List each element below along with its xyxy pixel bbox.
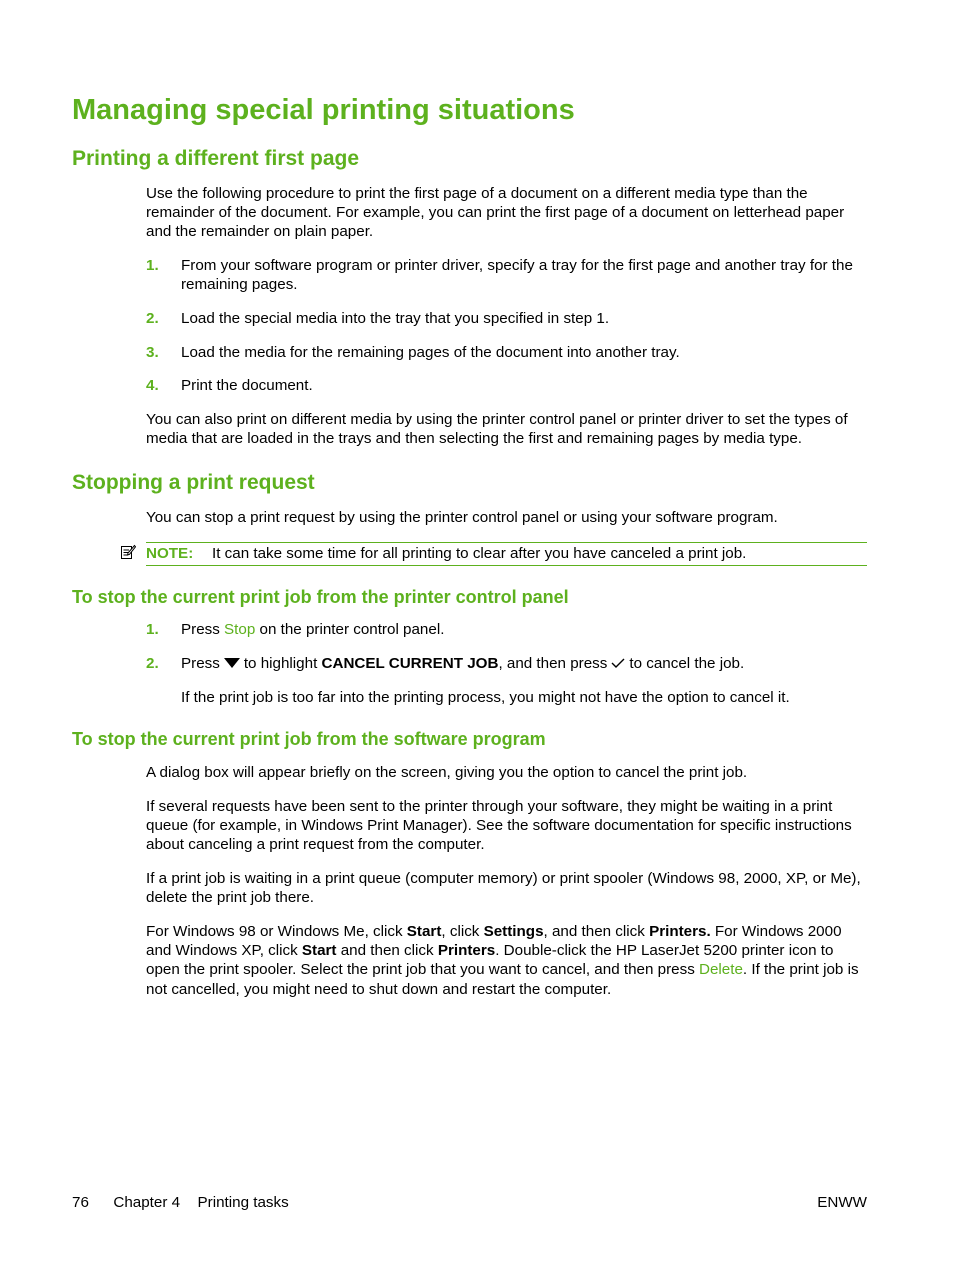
step-text-part: Press (181, 621, 225, 638)
list-item (146, 376, 868, 395)
note-label: NOTE: (146, 545, 194, 562)
printers-label: Printers (437, 942, 496, 960)
cancel-current-job-label: CANCEL CURRENT JOB (321, 655, 499, 672)
step-number: 2. (146, 310, 159, 327)
section4-p4 (146, 922, 868, 999)
section1-intro: Use the following procedure to print the first page of a document on a different media type than the remainder of the document. For example, you can print the first page of a document on letterhead paper and the remainder on plain paper. (146, 185, 845, 241)
step-text: Load the special media into the tray that you specified in step 1. (181, 310, 610, 327)
start-label: Start (406, 923, 442, 940)
page-number: 76 (72, 1194, 89, 1211)
step-number: 4. (146, 377, 159, 394)
step-number: 3. (146, 344, 159, 361)
printers-label: Printers. (649, 923, 711, 940)
note-text: It can take some time for all printing to clear after you have canceled a print job. (212, 545, 747, 562)
section-heading-stopping: Stopping a print request (72, 471, 315, 494)
settings-label: Settings (483, 923, 544, 940)
start-label: Start (301, 942, 337, 960)
step-text: Print the document. (181, 377, 313, 394)
note-pencil-icon (120, 544, 136, 560)
footer-right: ENWW (817, 1194, 867, 1211)
footer-left (72, 1193, 289, 1212)
text-run: . If the print job is not cancelled, you might need to shut down and restart the computer. (146, 961, 859, 998)
subsection-heading-control-panel: To stop the current print job from the printer control panel (72, 587, 569, 607)
section4-p2: If several requests have been sent to the printer through your software, they might be waiting in a print queue (for example, in Windows Print Manager). See the software documentation for specific instructions about canceling a print request from the computer. (146, 798, 852, 854)
step-text (181, 620, 868, 639)
step-text (181, 654, 868, 673)
step-text: From your software program or printer driver, specify a tray for the first page and another tray for the remaining pages. (181, 257, 853, 294)
list-item (146, 620, 868, 639)
step-number: 2. (146, 655, 159, 672)
step-text: Load the media for the remaining pages of the document into another tray. (181, 344, 680, 361)
section1-outro: You can also print on different media by using the printer control panel or printer driver to set the types of media that are loaded in the trays and then selecting the first and remaining pages by media type. (146, 411, 848, 448)
step-text-part: on the printer control panel. (255, 621, 445, 638)
list-item (146, 309, 868, 328)
step-text-part: to highlight (243, 655, 322, 672)
list-item (146, 654, 868, 673)
list-item (146, 343, 868, 362)
step2-note: If the print job is too far into the printing process, you might not have the option to cancel it. (181, 689, 790, 706)
text-run: . Double-click the HP LaserJet 5200 printer icon to open the print spooler. Select the print job that you want to cancel, and then press (146, 942, 834, 979)
section2-intro: You can stop a print request by using the printer control panel or using your software program. (146, 509, 778, 526)
delete-button-reference: Delete (699, 961, 743, 979)
stop-button-reference: Stop (224, 621, 256, 638)
text-run: For Windows 2000 and Windows XP, click (146, 923, 842, 960)
step-number: 1. (146, 257, 159, 274)
text-run: and then click (336, 942, 438, 960)
down-arrow-icon (224, 658, 240, 668)
step-number: 1. (146, 621, 159, 638)
section-heading-first-page: Printing a different first page (72, 147, 360, 170)
section4-p1: A dialog box will appear briefly on the screen, giving you the option to cancel the print job. (146, 764, 748, 781)
subsection-heading-software: To stop the current print job from the software program (72, 729, 546, 749)
text-run: , and then click (543, 923, 650, 940)
list-item (146, 256, 868, 294)
chapter-title: Printing tasks (197, 1194, 289, 1211)
step-text-part: to cancel the job. (629, 655, 745, 672)
checkmark-icon (611, 657, 625, 669)
chapter-label: Chapter 4 (113, 1194, 181, 1211)
section4-p3: If a print job is waiting in a print queue (computer memory) or print spooler (Windows 98, 2000, XP, or Me), delete the print job there. (146, 870, 861, 907)
step-text-part: , and then press (498, 655, 608, 672)
text-run: , click (441, 923, 484, 940)
step-text-part: Press (181, 655, 220, 672)
note-box (146, 542, 867, 566)
page-title: Managing special printing situations (72, 94, 575, 126)
text-run: For Windows 98 or Windows Me, click (146, 923, 407, 940)
